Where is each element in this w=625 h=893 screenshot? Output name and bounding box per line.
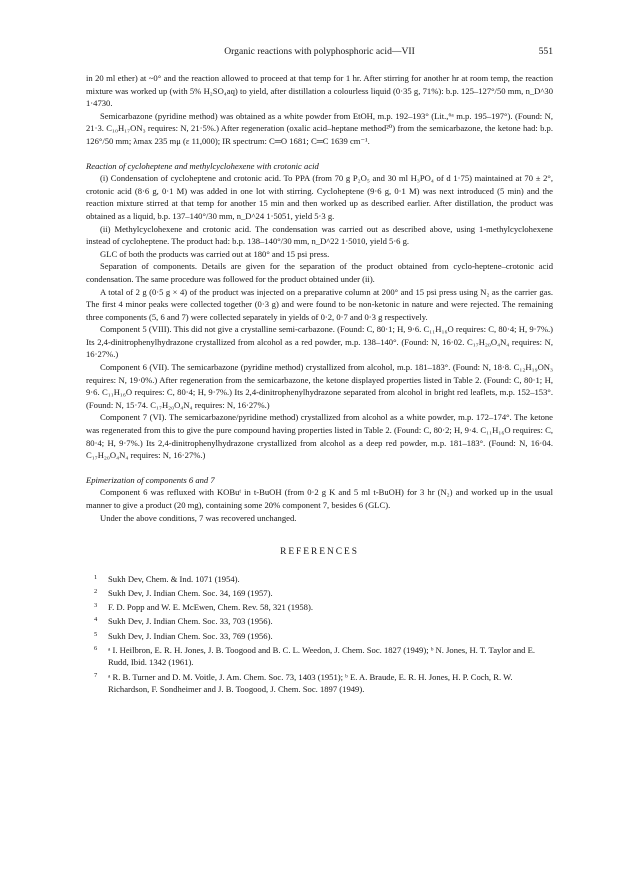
section-heading-reaction: Reaction of cycloheptene and methylcyclohexene with crotonic acid [86,160,319,171]
page-number: 551 [538,46,553,57]
references-list [86,573,553,696]
paragraph-component-7: Component 7 (VI). The semicarbazone/pyridine method) crystallized from alcohol as a white powder, m.p. 172–174°. The ketone was regenerated from this to give the pure compound having properties listed in Table 2. (Found: C, 80·2; H, 9·4. C₁₁H₁₆O requires: C, 80·4; H, 9·7%.) Its 2,4-dinitrophenylhydrazone crystallized from alcohol as a deep red powder, m.p. 181–183°. (Found: N, 16·04. C₁₇H₂₀O₄N₄ requires: N, 16·27%.) [86,412,553,461]
reference-item [86,587,553,600]
running-title: Organic reactions with polyphosphoric acid—VII [224,46,415,57]
section-heading-epimerization: Epimerization of components 6 and 7 [86,474,215,485]
running-header [86,46,553,60]
reference-number: 3 [94,602,98,610]
paragraph-semicarbazone: Semicarbazone (pyridine method) was obtained as a white powder from EtOH, m.p. 192–193° (Lit.,⁶ᵃ m.p. 195–197°). (Found: N, 21·3. C₁₀H₁₇ON₃ requires: N, 21·5%.) After regeneration (oxalic acid–heptane method²⁰) from the semicarbazone, the ketone had: b.p. 126°/50 mm; λmax 235 mμ (ε 11,000); IR spectrum: C═O 1681; C═C 1639 cm⁻¹. [86,110,553,146]
paragraph-unchanged: Under the above conditions, 7 was recovered unchanged. [100,512,297,523]
reference-item [86,601,553,614]
paragraph-separation: Separation of components. Details are given for the separation of the product obtained from cyclo-heptene–crotonic acid condensation. The same procedure was followed for the product obtained under (ii). [86,261,553,284]
paper-page [86,46,553,697]
paragraph-condensation-ii: (ii) Methylcyclohexene and crotonic acid. The condensation was carried out as described above, using 1-methylcyclohexene instead of cycloheptene. The product had: b.p. 138–140°/30 mm, n_D^22 1·5010, yield 5·6 g. [86,223,553,247]
reference-text: Sukh Dev, J. Indian Chem. Soc. 34, 169 (1957). [108,587,273,598]
reference-item [86,573,553,586]
paragraph-component-6: Component 6 (VII). The semicarbazone (pyridine method) crystallized from alcohol, m.p. 181–183°. (Found: N, 18·8. C₁₂H₁₉ON₃ requires: N, 19·0%.) After regeneration from the semicarbazone, the ketone displayed properties listed in Table 2. (Found: C, 80·1; H, 9·6. C₁₁H₁₆O requires: C, 80·4; H, 9·7%.) Its 2,4-dinitrophenylhydrazone separated from alcohol in bright red leaflets, m.p. 152–153°. (Found: N, 15·74. C₁₇H₂₀O₄N₄ requires: N, 16·27%.) [86,362,553,410]
paragraph-glc: GLC of both the products was carried out at 180° and 15 psi press. [100,248,330,259]
reference-text: ᵃ I. Heilbron, E. R. H. Jones, J. B. Toogood and B. C. L. Weedon, J. Chem. Soc. 1827 (1949); ᵇ N. Jones, H. T. Taylor and E. Rudd, Ibid. 1342 (1961). [108,644,535,668]
reference-number: 1 [94,573,98,581]
reference-number: 6 [94,644,98,652]
paragraph-epimerization: Component 6 was refluxed with KOBuᵗ in t-BuOH (from 0·2 g K and 5 ml t-BuOH) for 3 hr (N₂) and worked up in the usual manner to give a product (20 mg), containing some 20% component 7, besides 6 (GLC). [86,487,553,510]
reference-text: Sukh Dev, J. Indian Chem. Soc. 33, 703 (1956). [108,616,273,627]
reference-number: 7 [94,671,98,679]
reference-item [86,630,553,643]
reference-number: 5 [94,630,98,638]
paragraph-component-5: Component 5 (VIII). This did not give a crystalline semi-carbazone. (Found: C, 80·1; H, 9·6. C₁₁H₁₆O requires: C, 80·4; H, 9·7%.) Its 2,4-dinitrophenylhydrazone crystallized from alcohol as a red powder, m.p. 138–140°. (Found: N, 16·02. C₁₇H₂₀O₄N₄ requires: N, 16·27%.) [86,324,553,360]
reference-text: Sukh Dev, J. Indian Chem. Soc. 33, 769 (1956). [108,630,273,641]
paragraph-1: in 20 ml ether) at ~0° and the reaction allowed to proceed at that temp for 1 hr. After stirring for another hr at room temp, the reaction mixture was worked up (with 5% H₂SO₄aq) to yield, after distillation a colourless liquid (0·35 g, 71%): b.p. 125–127°/50 mm, n_D^30 1·4730. [86,73,553,109]
reference-item [86,671,553,696]
reference-text: ᵃ R. B. Turner and D. M. Voitle, J. Am. Chem. Soc. 73, 1403 (1951); ᵇ E. A. Braude, E. R. H. Jones, H. P. Coch, R. W. Richardson, F. Sondheimer and J. B. Toogood, J. Chem. Soc. 1897 (1949). [108,671,513,695]
paragraph-preparative-column: A total of 2 g (0·5 g × 4) of the product was injected on a preparative column at 200° and 15 psi press using N₂ as the carrier gas. The first 4 minor peaks were collected together (0·3 g) and were found to be non-ketonic in nature and were rejected. The remaining three components (5, 6 and 7) were collected separately in yields of 0·2, 0·7 and 0·3 g respectively. [86,286,553,322]
paragraph-condensation-i: (i) Condensation of cycloheptene and crotonic acid. To PPA (from 70 g P₂O₅ and 30 ml H₃PO₄ of d 1·75) maintained at 70 ± 2°, crotonic acid (8·6 g, 0·1 M) was added in one lot with stirring. Cycloheptene (9·6 g, 0·1 M) was next introduced (5 min) and the reaction mixture stirred at that temp for another 15 min and then worked up as described earlier. After distillation, the product was obtained as a liquid, b.p. 137–140°/30 mm, n_D^24 1·5051, yield 5·3 g. [86,173,553,221]
references-title: REFERENCES [280,547,359,558]
reference-number: 2 [94,587,98,595]
reference-item [86,615,553,628]
reference-text: F. D. Popp and W. E. McEwen, Chem. Rev. 58, 321 (1958). [108,602,313,613]
reference-text: Sukh Dev, Chem. & Ind. 1071 (1954). [108,573,240,584]
reference-item [86,644,553,669]
reference-number: 4 [94,616,98,624]
